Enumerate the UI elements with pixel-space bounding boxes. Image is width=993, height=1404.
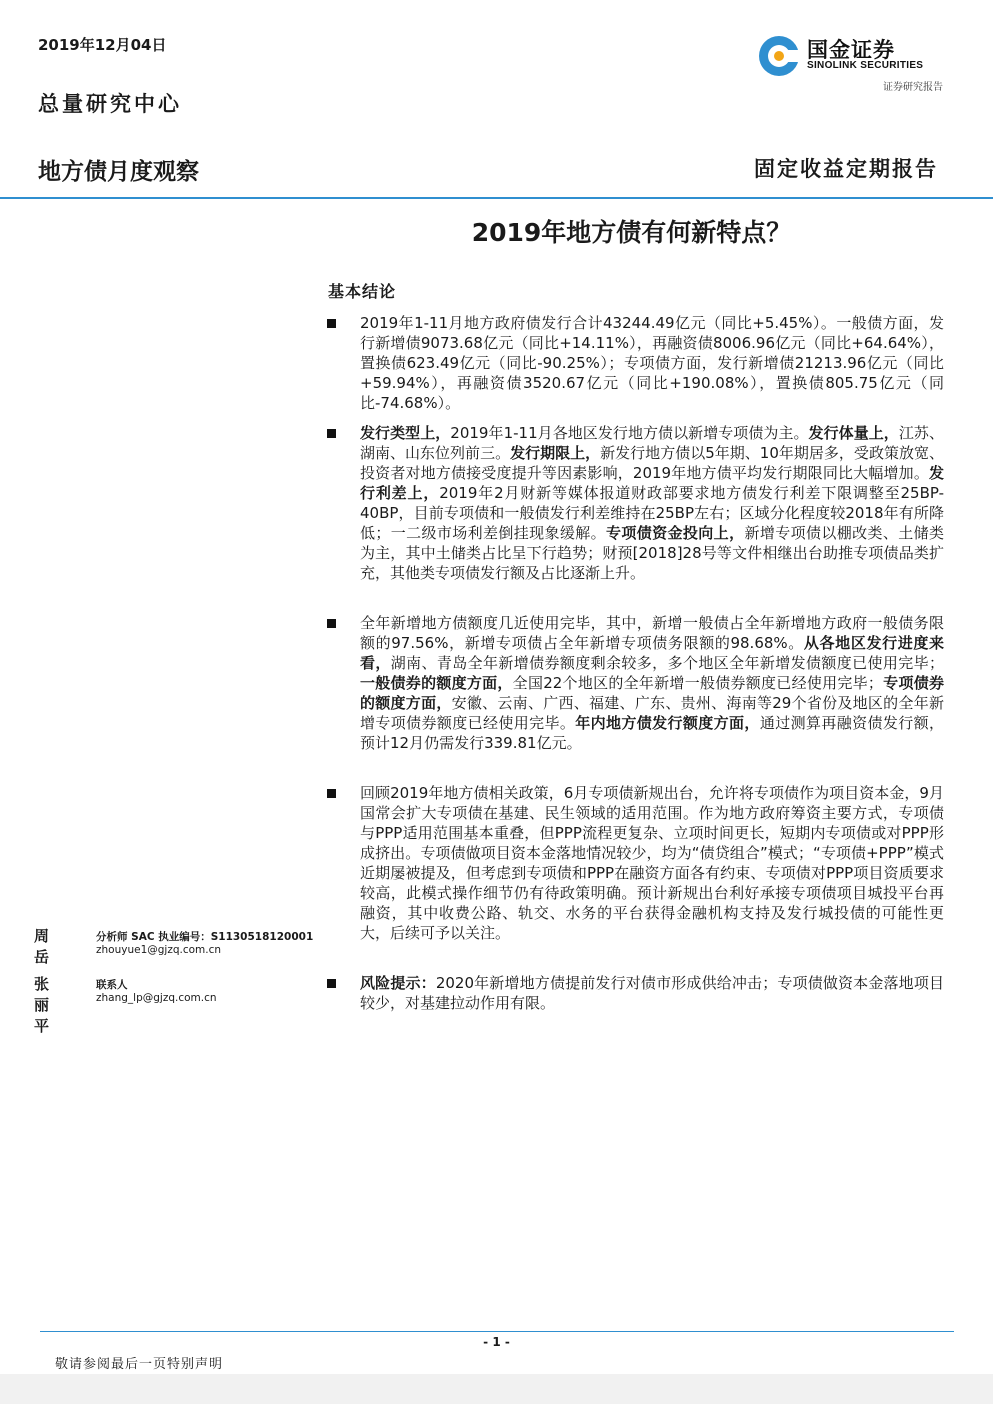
paragraph-text: 通过测算再融资债发行额，预计12月仍需发行339.81亿元。 bbox=[360, 714, 944, 752]
logo-en-text: SINOLINK SECURITIES bbox=[807, 60, 924, 71]
paragraph-bold-lead: 专项债资金投向上， bbox=[606, 524, 745, 542]
bullet-marker bbox=[327, 783, 341, 798]
page-number: - 1 - bbox=[483, 1335, 510, 1349]
paragraph-text: 新增专项债以棚改类、土储类为主，其中土储类占比呈下行趋势；财预[2018]28号等文件相继出台助推专项债品类扩充，其他类专项债发行额及占比逐渐上升。 bbox=[360, 524, 944, 582]
header-divider bbox=[0, 197, 993, 199]
paragraph-bold-lead: 年内地方债发行额度方面， bbox=[575, 714, 760, 732]
bullet-marker bbox=[327, 973, 341, 988]
conclusion-paragraph bbox=[360, 313, 944, 413]
paragraph-text: 安徽、云南、广西、福建、广东、贵州、海南等29个省份及地区的全年新增专项债券额度已经使用完毕。 bbox=[360, 694, 944, 732]
footer-divider bbox=[40, 1331, 954, 1332]
author-role: 联系人 bbox=[96, 979, 128, 991]
sinolink-logo bbox=[757, 32, 947, 92]
department: 总量研究中心 bbox=[38, 91, 182, 116]
paragraph-text: 湖南、青岛全年新增债券额度剩余较多，多个地区全年新增发债额度已使用完毕； bbox=[390, 654, 944, 672]
report-type: 固定收益定期报告 bbox=[754, 156, 938, 181]
paragraph-bold-lead: 从各地区发行进度来看， bbox=[360, 634, 944, 672]
conclusion-paragraph bbox=[360, 613, 944, 753]
conclusion-paragraph bbox=[360, 423, 944, 583]
paragraph-bold-lead: 发行利差上， bbox=[360, 464, 944, 502]
footer-band bbox=[0, 1374, 993, 1404]
report-title: 2019年地方债有何新特点？ bbox=[471, 218, 792, 247]
paragraph-bold-lead: 专项债券的额度方面， bbox=[360, 674, 944, 712]
paragraph-bold-lead: 一般债券的额度方面， bbox=[360, 674, 513, 692]
paragraph-text: 2020年新增地方债提前发行对债市形成供给冲击；专项债做资本金落地项目较少，对基建拉动作用有限。 bbox=[360, 974, 944, 1012]
logo-subtitle: 证券研究报告 bbox=[883, 82, 943, 93]
paragraph-text: 2019年2月财新等媒体报道财政部要求地方债发行利差下限调整至25BP-40BP，目前专项债和一般债发行利差维持在25BP左右；区域分化程度较2018年有所降低；一二级市场利差倒挂现象缓解。 bbox=[360, 484, 944, 542]
author-role: 分析师 SAC 执业编号：S1130518120001 bbox=[96, 931, 314, 943]
author-email: zhang_lp@gjzq.com.cn bbox=[96, 992, 217, 1004]
author-email: zhouyue1@gjzq.com.cn bbox=[96, 944, 222, 956]
paragraph-text: 新发行地方债以5年期、10年期居多，受政策放宽、投资者对地方债接受度提升等因素影响，2019年地方债平均发行期限同比大幅增加。 bbox=[360, 444, 944, 482]
sinolink-logo-icon bbox=[757, 34, 801, 78]
paragraph-bold-lead: 风险提示： bbox=[360, 974, 436, 992]
paragraph-text: 全年新增地方债额度几近使用完毕，其中，新增一般债占全年新增地方政府一般债务限额的97.56%，新增专项债占全年新增专项债务限额的98.68%。 bbox=[360, 614, 944, 652]
bullet-marker bbox=[327, 313, 341, 328]
conclusion-paragraph bbox=[360, 973, 944, 1013]
paragraph-bold-lead: 发行期限上， bbox=[510, 444, 601, 462]
paragraph-bold-lead: 发行体量上， bbox=[808, 424, 899, 442]
paragraph-text: 2019年1-11月地方政府债发行合计43244.49亿元（同比+5.45%）。一般债方面，发行新增债9073.68亿元（同比+14.11%），再融资债8006.96亿元（同比+64.64%），置换债623.49亿元（同比-90.25%）；专项债方面，发行新增债21213.96亿元（同比+59.94%），再融资债3520.67亿元（同比+190.08%），置换债805.75亿元（同比-74.68%）。 bbox=[360, 314, 944, 412]
paragraph-text: 回顾2019年地方债相关政策，6月专项债新规出台，允许将专项债作为项目资本金，9月国常会扩大专项债在基建、民生领域的适用范围。作为地方政府筹资主要方式，专项债与PPP适用范围基本重叠，但PPP流程更复杂、立项时间更长，短期内专项债或对PPP形成挤出。专项债做项目资本金落地情况较少，均为“债贷组合”模式；“专项债+PPP”模式近期屡被提及，但考虑到专项债和PPP在融资方面各有约束、专项债对PPP项目资质要求较高，此模式操作细节仍有待政策明确。预计新规出台利好承接专项债项目城投平台再融资，其中收费公路、轨交、水务的平台获得金融机构支持及发行城投债的可能性更大，后续可予以关注。 bbox=[360, 784, 944, 942]
author-name: 张丽平 bbox=[34, 975, 52, 1035]
paragraph-text: 全国22个地区的全年新增一般债券额度已经使用完毕； bbox=[512, 674, 883, 692]
paragraph-bold-lead: 发行类型上， bbox=[360, 424, 451, 442]
series-title: 地方债月度观察 bbox=[38, 159, 199, 185]
report-date: 2019年12月04日 bbox=[38, 36, 167, 54]
bullet-marker bbox=[327, 613, 341, 628]
paragraph-text: 2019年1-11月各地区发行地方债以新增专项债为主。 bbox=[450, 424, 809, 442]
author-name: 周岳 bbox=[34, 927, 52, 966]
bullet-marker bbox=[327, 423, 341, 438]
logo-cn-text: 国金证券 bbox=[807, 38, 895, 62]
section-heading: 基本结论 bbox=[328, 282, 397, 301]
paragraph-text: 江苏、湖南、山东位列前三。 bbox=[360, 424, 944, 462]
disclaimer-note: 敬请参阅最后一页特别声明 bbox=[55, 1357, 224, 1372]
conclusion-paragraph bbox=[360, 783, 944, 943]
